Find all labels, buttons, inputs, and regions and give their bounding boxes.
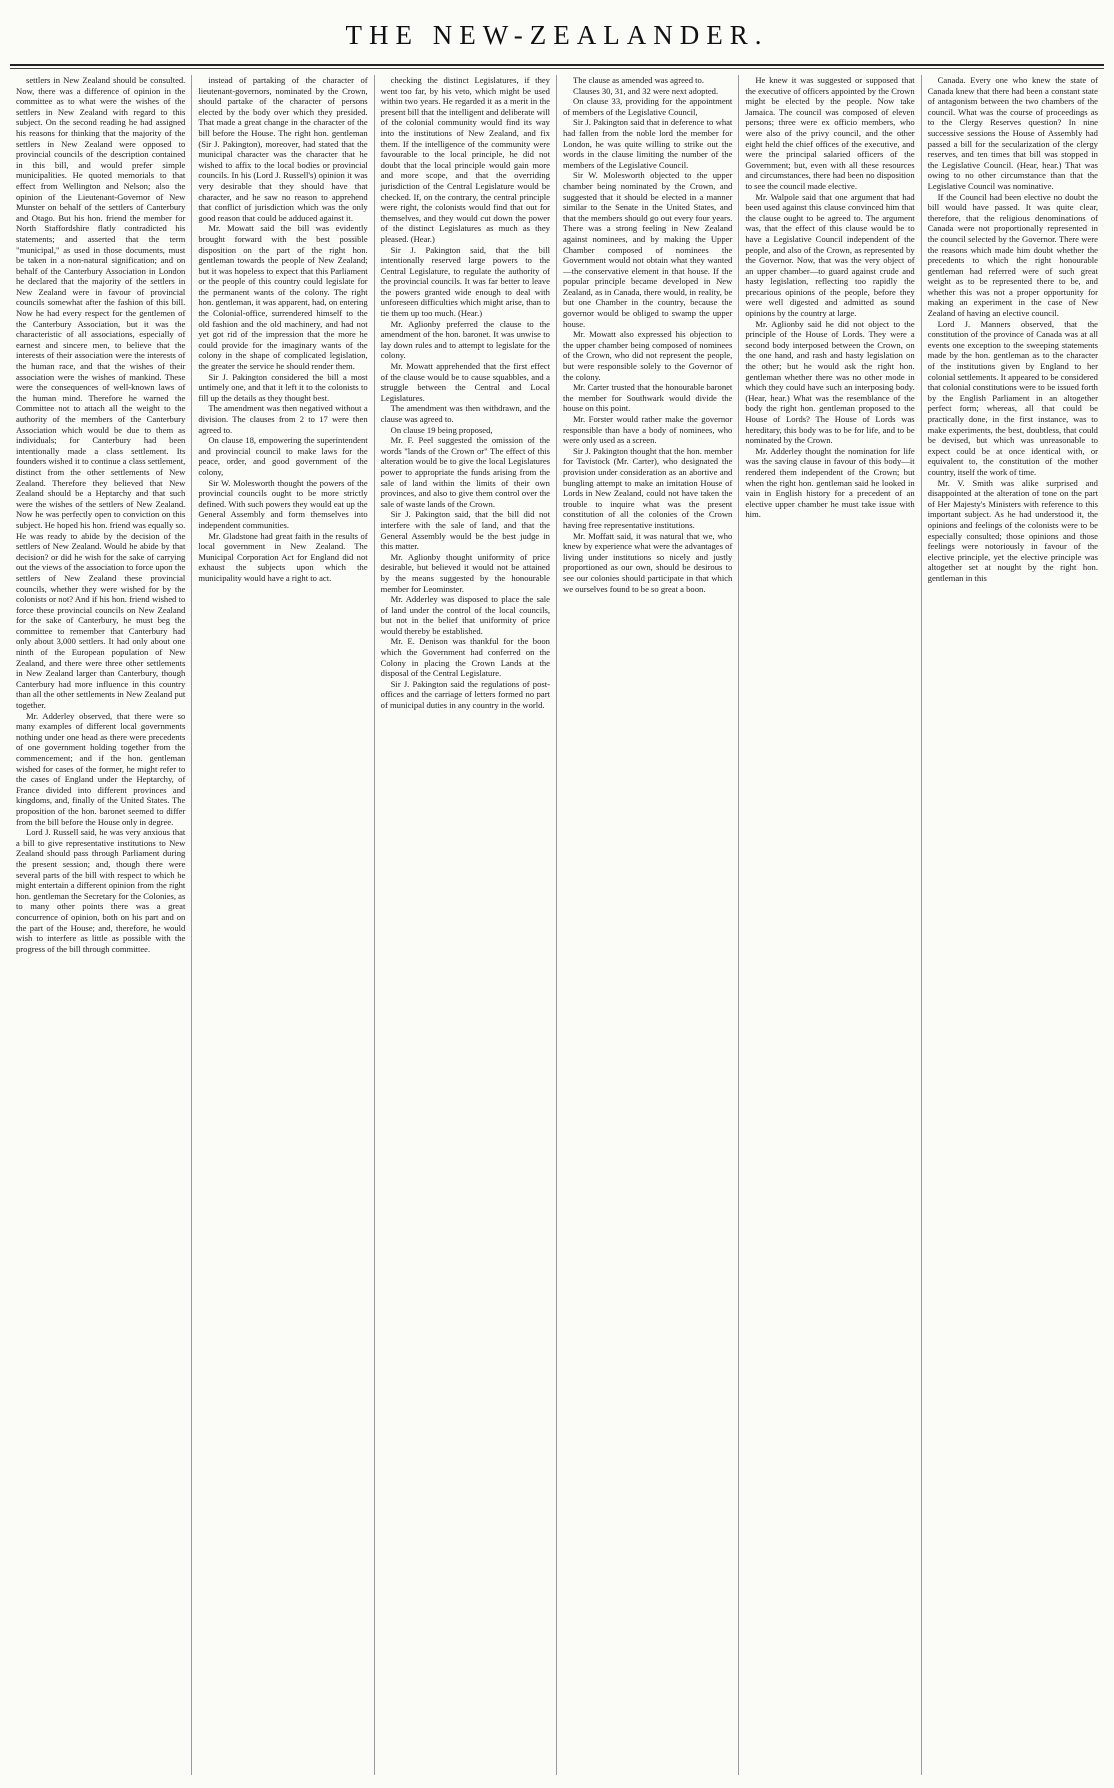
paragraph: Sir J. Pakington thought that the hon. member for Tavistock (Mr. Carter), who designated the provision under consideration as an abortive and bungling attempt to make an imitation House of Lords in New Zealand, could not have taken the trouble to inquire what was the present constitution of all the colonies of the Crown having free representative institutions. — [562, 445, 733, 530]
paragraph: instead of partaking of the character of lieutenant-governors, nominated by the Crown, should partake of the character of persons elected by the body over which they presided. That made a great change in the character of the bill before the House. The right hon. gentleman (Sir J. Pakington), moreover, had stated that the municipal character was the character that he wished to affix to the local bodies or provincial councils. In his (Lord J. Russell's) opinion it was very desirable that they should have that character, and he saw no reason to apprehend that conflict of jurisdiction which was the only good reason that could be adduced against it. — [198, 75, 368, 223]
masthead-title: THE NEW-ZEALANDER. — [345, 19, 769, 50]
paragraph: He knew it was suggested or supposed that the executive of officers appointed by the Crown might be elected by the people. Now take Jamaica. The council was composed of eleven persons; three were ex officio members, who were also of the privy council, and the other eight held the chief offices of the executive, and were the principal salaried officers of the Government; but, even with all these resources and circumstances, there had been no disposition to see the council made elective. — [745, 75, 915, 191]
paragraph: Mr. Aglionby said he did not object to the principle of the House of Lords. They were a second body interposed between the Crown, on the one hand, and rash and hasty legislation on the other; but he would ask the right hon. gentleman whether there was no other mode in which they could have such an interposing body. (Hear, hear.) What was the resemblance of the body the right hon. gentleman proposed to the House of Lords? The House of Lords was hereditary, this body was to be for life, and to be nominated by the Crown. — [745, 318, 915, 446]
text-columns — [10, 75, 1104, 1775]
paragraph: Mr. Mowatt apprehended that the first effect of the clause would be to cause squabbles, and a struggle between the Central and Local Legislatures. — [380, 361, 550, 403]
paragraph: Mr. Moffatt said, it was natural that we, who knew by experience what were the advantages of living under institutions so nicely and justly proportioned as our own, should be desirous to see our colonies should participate in that which we ourselves found to be so great a boon. — [562, 530, 733, 594]
paragraph: Mr. Mowatt said the bill was evidently brought forward with the best possible disposition on the part of the right hon. gentleman towards the people of New Zealand; but it was hopeless to expect that this Parliament or the people of this country could legislate for the permanent wants of the colony. The right hon. gentleman, it was apparent, had, on entering the Colonial-office, surrendered himself to the old fashion and the old machinery, and had not yet got rid of the impression that the more he could provide for the imaginary wants of the colony in the shape of complicated legislation, the greater the service he should render them. — [198, 223, 368, 372]
text-column-4 — [557, 75, 739, 1775]
paragraph: Lord J. Russell said, he was very anxious that a bill to give representative institutions to New Zealand should pass through Parliament during the present session; and, though there were several parts of the bill with respect to which he might entertain a different opinion from the right hon. gentleman the Secretary for the Colonies, as to many other points there was a great concurrence of opinion, both on his part and on the part of the House; and, therefore, he would wish to interfere as little as possible with the progress of the bill through committee. — [16, 827, 186, 954]
paragraph: Mr. V. Smith was alike surprised and disappointed at the alteration of tone on the part of Her Majesty's Ministers with reference to this important subject. As he had understood it, the opinions and feelings of the colonists were to be especially consulted; those opinions and those feelings were notoriously in favour of the elective principle, yet the elective principle was altogether set at nought by the right hon. gentleman in this — [927, 477, 1098, 583]
paragraph: Canada. Every one who knew the state of Canada knew that there had been a constant state of antagonism between the two chambers of the council. What was the course of proceedings as to the Clergy Reserves question? In nine successive sessions the House of Assembly had passed a bill for the secularization of the clergy reserves, and ten times that bill was stopped in the Legislative Council. (Hear, hear.) That was owing to no other circumstance than that the Legislative Council was nominative. — [927, 75, 1098, 191]
paragraph: Mr. Adderley observed, that there were so many examples of different local governments nothing under one head as there were precedents of one government holding together from the commencement; and if the hon. gentleman wished for cases of the former, he might refer to the cases of England under the Heptarchy, of France divided into different provinces and kingdoms, and, finally of the United States. The proposition of the hon. baronet seemed to differ from the bill before the House only in degree. — [16, 710, 186, 827]
paragraph: The amendment was then negatived without a division. The clauses from 2 to 17 were then agreed to. — [198, 403, 368, 435]
paragraph: On clause 33, providing for the appointment of members of the Legislative Council, — [562, 96, 733, 117]
paragraph: settlers in New Zealand should be consulted. Now, there was a difference of opinion in the committee as to what were the wishes of the settlers in New Zealand with regard to this subject. On the second reading he had assigned his reasons for thinking that the majority of the settlers in New Zealand were opposed to provincial councils of the description contained in this bill, and would prefer simple municipalities. He quoted memorials to that effect from Wellington and Nelson; also the opinion of the Lieutenant-Governor of New Munster on behalf of the settlers of Canterbury and Otago. But his hon. friend the member for North Staffordshire flatly contradicted his statements; and asserted that the term "municipal," as used in those documents, must be taken in a non-natural signification; and on behalf of the Canterbury Association in London he declared that the majority of the settlers in New Zealand were in favour of provincial councils somewhat after the fashion of this bill. Now he had every respect for the gentlemen of the Canterbury Association, but it was the characteristic of all associations, especially of earnest and sincere men, to believe that the interests of their association were the interests of the human race, and that the wishes of their association were the wishes of mankind. These were the consequences of well-known laws of the human mind. Therefore he warned the Committee not to attach all the weight to the authority of the members of the Canterbury Association which would be due to them as individuals; for Canterbury had been intentionally made a class settlement. Its founders wished it to continue a class settlement, distinct from the other settlements of New Zealand. Therefore they believed that New Zealand should be a Heptarchy and that such were the wishes of the settlers of New Zealand. Now he was perfectly open to conviction on this subject. He hoped his hon. friend was equally so. He was ready to abide by the decision of the settlers of New Zealand. Would he abide by that decision? or did he wish for the sake of carrying out the views of the association to force upon the settlers of New Zealand these provincial councils, whether they were wished for by the colonists or not? And if his hon. friend wished to force these provincial councils on New Zealand for the sake of Canterbury, he must beg the committee to remember that Canterbury had only about 3,000 settlers. It had only about one ninth of the European population of New Zealand, and there were three other settlements in New Zealand larger than Canterbury, though Canterbury had more influence in this country than all the other settlements in New Zealand put together. — [16, 75, 186, 711]
paragraph: If the Council had been elective no doubt the bill would have passed. It was quite clear, therefore, that the religious denominations of Canada were not proportionally represented in the council selected by the Governor. There were the reasons which made him doubt whether the precedents to which the right honourable gentleman had referred were of such great weight as to be represented there to be, and whether this was not a proper opportunity for making an experiment in the case of New Zealand of having an elective council. — [927, 191, 1098, 319]
paragraph: Mr. Walpole said that one argument that had been used against this clause convinced him that the clause ought to be agreed to. The argument was, that the effect of this clause would be to have a Legislative Council independent of the people, and also of the Crown, as represented by the Governor. Now, that was the very object of an upper chamber—to guard against crude and hasty legislation, reflecting too rapidly the precarious opinions of the people, before they were well digested and admitted as sound opinions by the country at large. — [745, 191, 915, 319]
masthead-rule-thin — [10, 68, 1104, 69]
text-column-6 — [922, 75, 1104, 1775]
masthead — [10, 6, 1104, 64]
paragraph: Sir J. Pakington said that in deference to what had fallen from the noble lord the member for London, he was quite willing to strike out the words in the clause limiting the number of the members of the Legislative Council. — [562, 117, 733, 170]
text-column-3 — [375, 75, 557, 1775]
paragraph: On clause 18, empowering the superintendent and provincial council to make laws for the peace, order, and good government of the colony, — [198, 435, 368, 477]
paragraph: Lord J. Manners observed, that the constitution of the province of Canada was at all events one exception to the sweeping statements made by the hon. gentleman as to the character of the institutions given by England to her colonial settlements. It appeared to be considered that colonial constitutions were to be issued forth by the English Parliament in an altogether perfect form; whereas, all that could be practically done, in the first instance, was to make experiments, the best, doubtless, that could be devised, but which was unreasonable to expect could be at once identical with, or equivalent to, the constitution of the mother country, itself the work of time. — [927, 318, 1098, 477]
paragraph: Sir W. Molesworth objected to the upper chamber being nominated by the Crown, and suggested that it should be elected in a manner similar to the Senate in the United States, and that the members should go out every four years. There was a strong feeling in New Zealand against nominees, and by making the Upper Chamber composed of nominees the Government would not obtain what they wanted—the conservative element in that house. If the popular principle became developed in New Zealand, as in Canada, there would, in reality, be but one Chamber in the country, because the governor would be obliged to swamp the upper house. — [562, 170, 733, 329]
paragraph: The amendment was then withdrawn, and the clause was agreed to. — [380, 403, 550, 424]
paragraph: Mr. Gladstone had great faith in the results of local government in New Zealand. The Municipal Corporation Act for England did not exhaust the subjects upon which the municipality would have a right to act. — [198, 530, 368, 583]
paragraph: Mr. Carter trusted that the honourable baronet the member for Southwark would divide the house on this point. — [562, 382, 733, 414]
paragraph: checking the distinct Legislatures, if they went too far, by his veto, which might be used within two years. He regarded it as a merit in the present bill that the intelligent and deliberate will of the colonial community would find its way into the institutions of New Zealand, and fix them. If the intelligence of the community were favourable to the local principle, he did not doubt that the local principle would gain more and more scope, and that the overriding jurisdiction of the Central Legislature would be checked. If, on the contrary, the central principle were right, the colonists would find that out for themselves, and they would cut down the power of the distinct Legislatures as much as they pleased. (Hear.) — [380, 75, 550, 244]
paragraph: Mr. Adderley was disposed to place the sale of land under the control of the local councils, but not in the belief that uniformity of price would thereby be established. — [380, 594, 550, 636]
paragraph: Clauses 30, 31, and 32 were next adopted. — [572, 85, 719, 96]
paragraph: Sir J. Pakington said, that the bill intentionally reserved large powers to the Central Legislature, to regulate the authority of the provincial councils. It was far better to leave the powers granted wide enough to deal with unforeseen difficulties which might arise, than to tie them up too much. (Hear.) — [380, 244, 550, 319]
paragraph: Sir W. Molesworth thought the powers of the provincial councils ought to be more strictly defined. With such powers they would eat up the General Assembly and form themselves into independent communities. — [198, 477, 368, 530]
paragraph: Mr. Mowatt also expressed his objection to the upper chamber being composed of nominees of the Crown, who did not represent the people, but were responsible solely to the Governor of the colony. — [562, 329, 733, 382]
paragraph: Sir J. Pakington said, that the bill did not interfere with the sale of land, and that the General Assembly would be the best judge in this matter. — [380, 509, 550, 552]
paragraph: Mr. E. Denison was thankful for the boon which the Government had conferred on the Colony in placing the Crown Lands at the disposal of the Central Legislature. — [380, 636, 550, 679]
paragraph: Mr. Aglionby preferred the clause to the amendment of the hon. baronet. It was unwise to lay down rules and to attempt to legislate for the colony. — [380, 318, 550, 361]
paragraph: Mr. F. Peel suggested the omission of the words "lands of the Crown or" The effect of this alteration would be to give the local Legislatures power to appropriate the funds arising from the sale of land within the limits of their own provinces, and also to give them control over the sale of waste lands of the Crown. — [380, 435, 550, 509]
masthead-rule — [10, 64, 1104, 66]
paragraph: Sir J. Pakington considered the bill a most untimely one, and that it left it to the colonists to fill up the details as they thought best. — [198, 371, 368, 403]
text-column-1 — [10, 75, 192, 1775]
paragraph: The clause as amended was agreed to. — [572, 75, 704, 85]
paragraph: Mr. Aglionby thought uniformity of price desirable, but believed it would not be attained by the means suggested by the honourable member for Leominster. — [380, 551, 550, 594]
text-column-2 — [192, 75, 374, 1775]
paragraph: On clause 19 being proposed, — [390, 424, 493, 435]
text-column-5 — [739, 75, 921, 1775]
paragraph: Mr. Forster would rather make the governor responsible than have a body of nominees, who were only used as a screen. — [562, 414, 733, 446]
paragraph: Sir J. Pakington said the regulations of post-offices and the carriage of letters formed no part of municipal duties in any country in the world. — [380, 678, 550, 711]
paragraph: Mr. Adderley thought the nomination for life was the saving clause in favour of this body—it rendered them independent of the Crown; but when the right hon. gentleman said he looked in vain in English history for a precedent of an elective upper chamber he must take issue with him. — [745, 445, 915, 520]
